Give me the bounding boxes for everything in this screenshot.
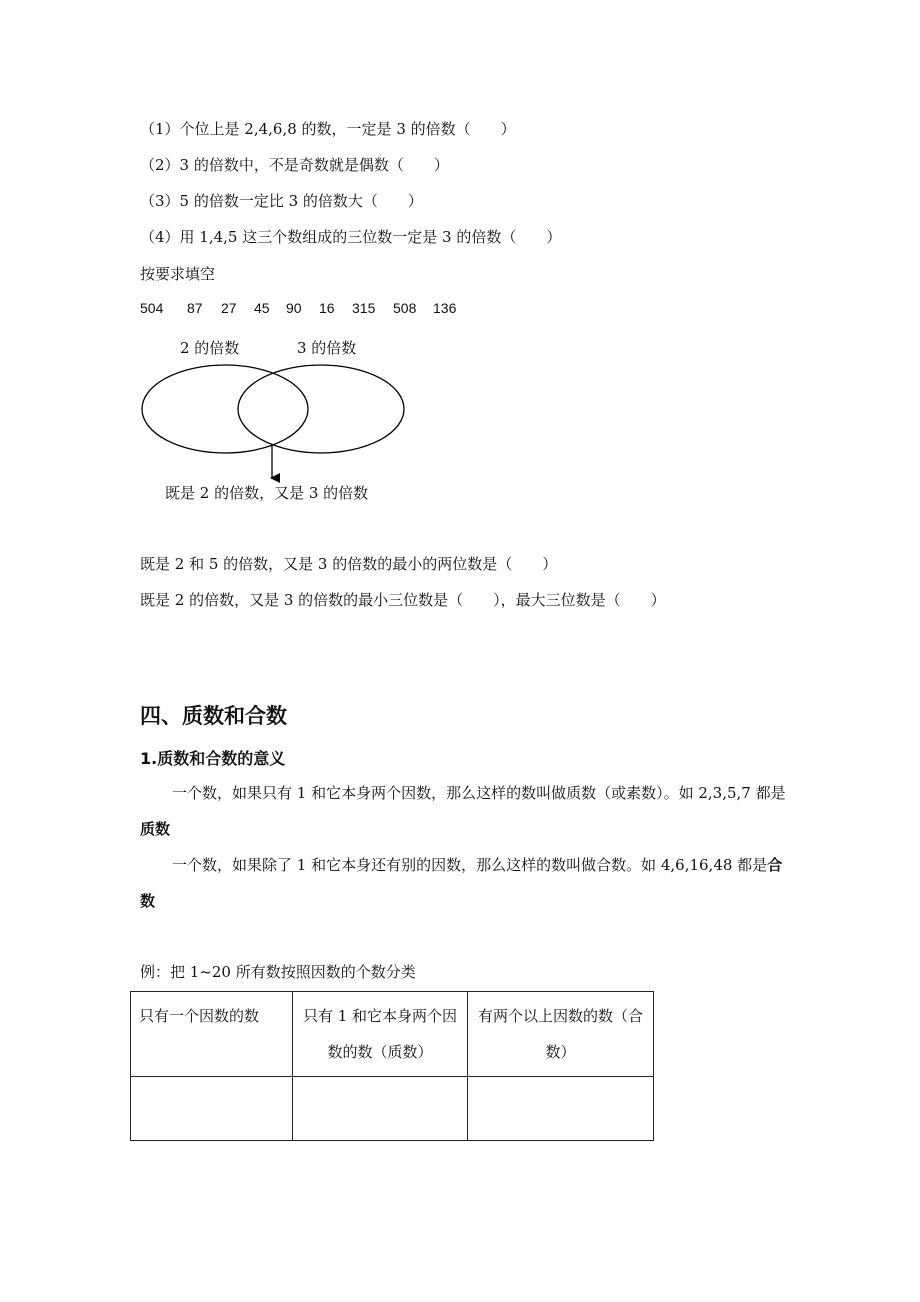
venn-left-ellipse [142,365,308,453]
section-title: 四、质数和合数 [140,704,287,728]
paragraph-composite [140,847,790,919]
table-cell [468,1077,654,1141]
table-cell [131,1077,293,1141]
judgment-3: （3）5 的倍数一定比 3 的倍数大（ ） [140,192,423,210]
table-cell [293,1077,468,1141]
number-item: 27 [221,300,237,316]
number-item: 16 [319,300,335,316]
judgment-2: （2）3 的倍数中，不是奇数就是偶数（ ） [140,156,449,174]
venn-left-label: 2 的倍数 [180,339,240,357]
question-1: 既是 2 和 5 的倍数，又是 3 的倍数的最小的两位数是（ ） [140,555,558,573]
venn-right-ellipse [238,365,404,453]
judgment-1: （1）个位上是 2,4,6,8 的数，一定是 3 的倍数（ ） [140,120,516,138]
venn-right-label: 3 的倍数 [297,339,357,357]
number-item: 136 [433,300,457,316]
paragraph-prime-text: 一个数，如果只有 1 和它本身两个因数，那么这样的数叫做质数（或素数）。如 2,3,5,7 都是 [172,784,786,802]
number-item: 87 [187,300,203,316]
table-row [131,1077,654,1141]
number-item: 45 [254,300,270,316]
classification-table [130,991,654,1141]
table-header-row [131,992,654,1077]
term-prime: 质数 [140,820,171,838]
term-composite: 合数 [140,856,783,910]
sub-title: 1.质数和合数的意义 [140,749,286,768]
question-2: 既是 2 的倍数，又是 3 的倍数的最小三位数是（ ），最大三位数是（ ） [140,591,666,609]
table-header-cell: 有两个以上因数的数（合数） [468,992,654,1077]
table-header-cell: 只有一个因数的数 [131,992,293,1077]
number-item: 504 [140,300,164,316]
paragraph-composite-text: 一个数，如果除了 1 和它本身还有别的因数，那么这样的数叫做合数。如 4,6,16,48 都是 [172,856,768,874]
example-text: 例：把 1~20 所有数按照因数的个数分类 [140,963,416,981]
table-header-cell: 只有 1 和它本身两个因数的数（质数） [293,992,468,1077]
paragraph-prime [140,775,790,847]
judgment-4: （4）用 1,4,5 这三个数组成的三位数一定是 3 的倍数（ ） [140,228,562,246]
number-item: 90 [286,300,302,316]
fill-heading: 按要求填空 [140,265,216,283]
venn-intersection-label: 既是 2 的倍数，又是 3 的倍数 [165,484,369,502]
venn-diagram [0,0,920,520]
number-item: 315 [352,300,376,316]
number-item: 508 [393,300,417,316]
